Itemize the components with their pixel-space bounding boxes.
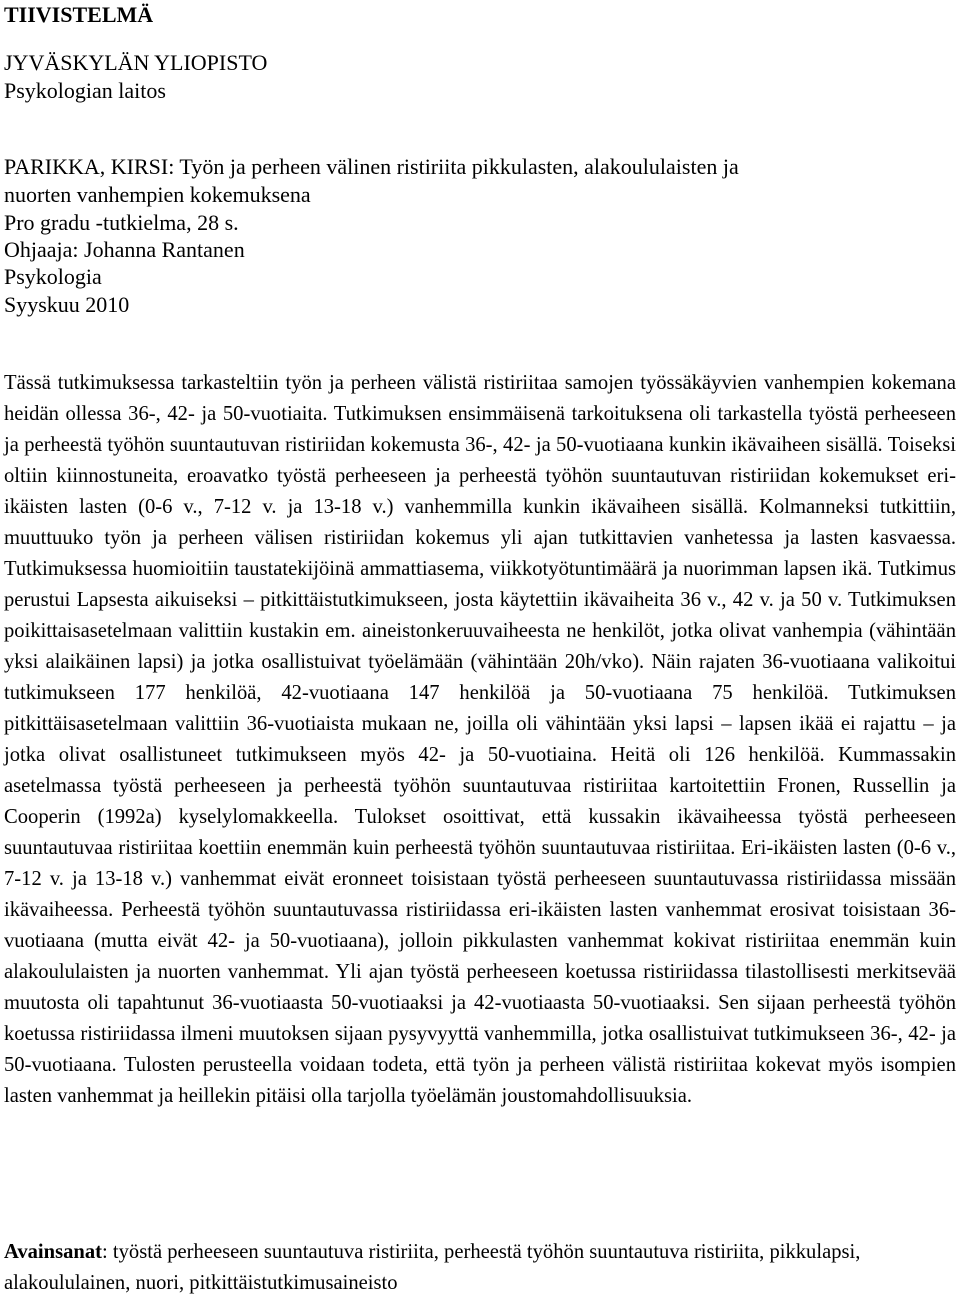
supervisor: Ohjaaja: Johanna Rantanen [4,237,245,262]
keywords-label: Avainsanat [4,1241,103,1263]
university-name: JYVÄSKYLÄN YLIOPISTO [4,50,268,75]
keywords-text: : työstä perheeseen suuntautuva ristiriita, perheestä työhön suuntautuva ristiriita, pikkulapsi, alakoululainen, nuori, pitkittäistutkimusaineisto [4,1241,861,1294]
author-title-line-2: nuorten vanhempien kokemuksena [4,182,311,207]
abstract-heading: TIIVISTELMÄ [4,2,154,27]
thesis-info: Pro gradu -tutkielma, 28 s. [4,210,239,235]
date: Syyskuu 2010 [4,292,130,317]
abstract-body: Tässä tutkimuksessa tarkasteltiin työn ja perheen välistä ristiriitaa samojen työssäkäyvien vanhempien kokemana heidän ollessa 36-, 42- ja 50-vuotiaita. Tutkimuksen ensimmäisenä tarkoituksena oli tarkastella työstä perheeseen ja perheestä työhön suuntautuvan ristiriidan kokemusta 36-, 42- ja 50-vuotiaana kunkin ikävaiheen sisällä. Toiseksi oltiin kiinnostuneita, eroavatko työstä perheeseen ja perheestä työhön suuntautuvan ristiriidan kokemukset eri-ikäisten lasten (0-6 v., 7-12 v. ja 13-18 v.) vanhemmilla kunkin ikävaiheen sisällä. Kolmanneksi tutkittiin, muuttuuko työn ja perheen välisen ristiriidan kokemus yli ajan tutkittavien vanhetessa ja lasten kasvaessa. Tutkimuksessa huomioitiin taustatekijöinä ammattiasema, viikkotyötuntimäärä ja nuorimman lapsen ikä. Tutkimus perustui Lapsesta aikuiseksi – pitkittäistutkimukseen, josta käytettiin ikävaiheita 36 v., 42 v. ja 50 v. Tutkimuksen poikittaisasetelmaan valittiin kustakin em. aineistonkeruuvaiheesta ne henkilöt, jotka olivat vanhempia (vähintään yksi alaikäinen lapsi) ja jotka osallistuivat työelämään (vähintään 20h/vko). Näin rajaten 36-vuotiaana valikoitui tutkimukseen 177 henkilöä, 42-vuotiaana 147 henkilöä ja 50-vuotiaana 75 henkilöä. Tutkimuksen pitkittäisasetelmaan valittiin 36-vuotiaista mukaan ne, joilla oli vähintään yksi lapsi – lapsen ikää ei rajattu – ja jotka olivat osallistuneet tutkimukseen myös 42- ja 50-vuotiaina. Heitä oli 126 henkilöä. Kummassakin asetelmassa työstä perheeseen ja perheestä työhön suuntautuvaa ristiriitaa kartoitettiin Fronen, Russellin ja Cooperin (1992a) kyselylomakkeella. Tulokset osoittivat, että kussakin ikävaiheessa työstä perheeseen suuntautuvaa ristiriitaa koettiin enemmän kuin perheestä työhön suuntautuvaa ristiriitaa. Eri-ikäisten lasten (0-6 v., 7-12 v. ja 13-18 v.) vanhemmat eivät eronneet toisistaan työstä perheeseen suuntautuvassa ristiriidassa missään ikävaiheessa. Perheestä työhön suuntautuvassa ristiriidassa eri-ikäisten lasten vanhemmat erosivat toisistaan 36-vuotiaana (mutta eivät 42- ja 50-vuotiaana), jolloin pikkulasten vanhemmat kokivat ristiriitaa enemmän kuin alakoululaisten ja nuorten vanhemmat. Yli ajan työstä perheeseen koetussa ristiriidassa tilastollisesti merkitsevää muutosta oli tapahtunut 36-vuotiaasta 50-vuotiaaksi ja 42-vuotiaasta 50-vuotiaaksi. Sen sijaan perheestä työhön koetussa ristiriidassa ilmeni muutoksen sijaan pysyvyyttä vanhemmilla, jotka osallistuivat tutkimukseen 36-, 42- ja 50-vuotiaana. Tulosten perusteella voidaan todeta, että työn ja perheen välistä ristiriitaa kokevat myös isompien lasten vanhemmat ja heillekin pitäisi olla tarjolla työelämän joustomahdollisuuksia. [4,372,956,1107]
subject: Psykologia [4,264,102,289]
department-name: Psykologian laitos [4,78,166,103]
keywords [4,1237,934,1299]
author-title-line-1: PARIKKA, KIRSI: Työn ja perheen välinen ristiriita pikkulasten, alakoululaisten ja [4,154,739,179]
